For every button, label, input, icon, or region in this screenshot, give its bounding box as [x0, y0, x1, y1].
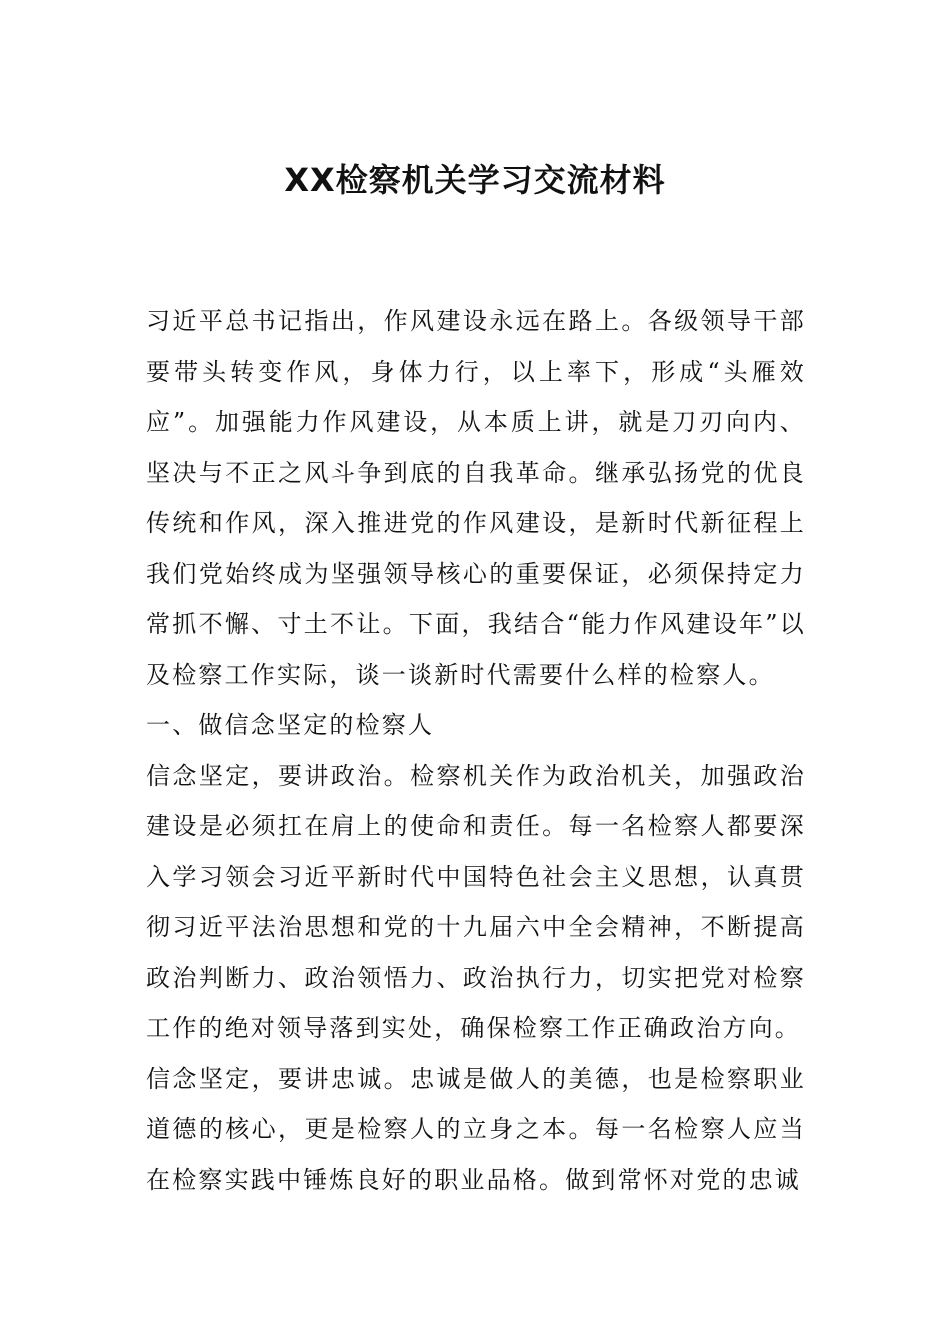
document-body: [146, 296, 806, 1205]
paragraph-intro: 习近平总书记指出，作风建设永远在路上。各级领导干部要带头转变作风，身体力行，以上率下，形成“头雁效应”。加强能力作风建设，从本质上讲，就是刀刃向内、坚决与不正之风斗争到底的自我革命。继承弘扬党的优良传统和作风，深入推进党的作风建设，是新时代新征程上我们党始终成为坚强领导核心的重要保证，必须保持定力常抓不懈、寸土不让。下面，我结合“能力作风建设年”以及检察工作实际，谈一谈新时代需要什么样的检察人。: [146, 307, 806, 689]
paragraph-loyalty: 信念坚定，要讲忠诚。忠诚是做人的美德，也是检察职业道德的核心，更是检察人的立身之本。每一名检察人应当在检察实践中锤炼良好的职业品格。做到常怀对党的忠诚: [146, 1064, 806, 1194]
document-title: XX检察机关学习交流材料: [284, 161, 666, 199]
paragraph-politics: 信念坚定，要讲政治。检察机关作为政治机关，加强政治建设是必须扛在肩上的使命和责任。每一名检察人都要深入学习领会习近平新时代中国特色社会主义思想，认真贯彻习近平法治思想和党的十九届六中全会精神，不断提高政治判断力、政治领悟力、政治执行力，切实把党对检察工作的绝对领导落到实处，确保检察工作正确政治方向。: [146, 761, 806, 1042]
section-heading-1: 一、做信念坚定的检察人: [146, 711, 435, 739]
